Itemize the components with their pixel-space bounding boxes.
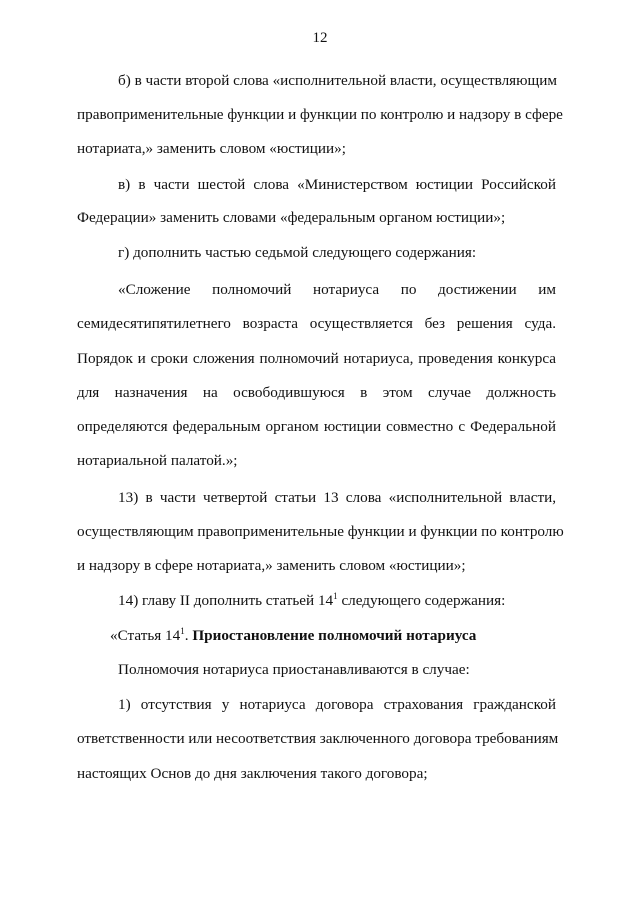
text-line: определяются федеральным органом юстиции совместно с Федеральной	[77, 418, 556, 435]
superscript: 1	[333, 590, 338, 601]
line-text: .	[184, 627, 193, 644]
text-line	[118, 72, 556, 90]
text-line: в) в части шестой слова «Министерством юстиции Российской	[118, 176, 556, 193]
text-line: настоящих Основ до дня заключения такого договора;	[77, 765, 428, 782]
article-heading	[110, 627, 476, 645]
text-line: Федерации» заменить словами «федеральным органом юстиции»;	[77, 209, 506, 226]
text-line: правоприменительные функции и функции по контролю и надзору в сфере	[77, 106, 563, 123]
line-text: «Статья 14	[110, 627, 181, 644]
text-line: для назначения на освободившуюся в этом случае должность	[77, 384, 556, 401]
text-line: нотариальной палатой.»;	[77, 452, 238, 469]
article-title: Приостановление полномочий нотариуса	[192, 627, 477, 644]
text-line: Порядок и сроки сложения полномочий нотариуса, проведения конкурса	[77, 350, 556, 367]
text-line: г) дополнить частью седьмой следующего содержания:	[118, 244, 477, 261]
text-line: осуществляющим правоприменительные функции и функции по контролю	[77, 523, 564, 540]
page-number: 12	[312, 30, 328, 46]
text-line: и надзору в сфере нотариата,» заменить словом «юстиции»;	[77, 557, 466, 574]
line-text: следующего содержания:	[337, 592, 506, 609]
line-text: 14) главу II дополнить статьей 14	[118, 592, 334, 609]
text-line: Полномочия нотариуса приостанавливаются в случае:	[118, 661, 470, 678]
line-text: б) в части второй слова «исполнительной власти, осуществляющим	[118, 72, 557, 89]
text-line: нотариата,» заменить словом «юстиции»;	[77, 140, 346, 157]
text-line: 1) отсутствия у нотариуса договора страхования гражданской	[118, 696, 556, 713]
text-line: «Сложение полномочий нотариуса по достижении им	[118, 281, 556, 298]
superscript: 1	[180, 625, 185, 636]
text-line: 13) в части четвертой статьи 13 слова «исполнительной власти,	[118, 489, 556, 506]
text-line: ответственности или несоответствия заключенного договора требованиям	[77, 730, 559, 747]
text-line: семидесятипятилетнего возраста осуществляется без решения суда.	[77, 315, 556, 332]
text-line	[118, 592, 505, 610]
